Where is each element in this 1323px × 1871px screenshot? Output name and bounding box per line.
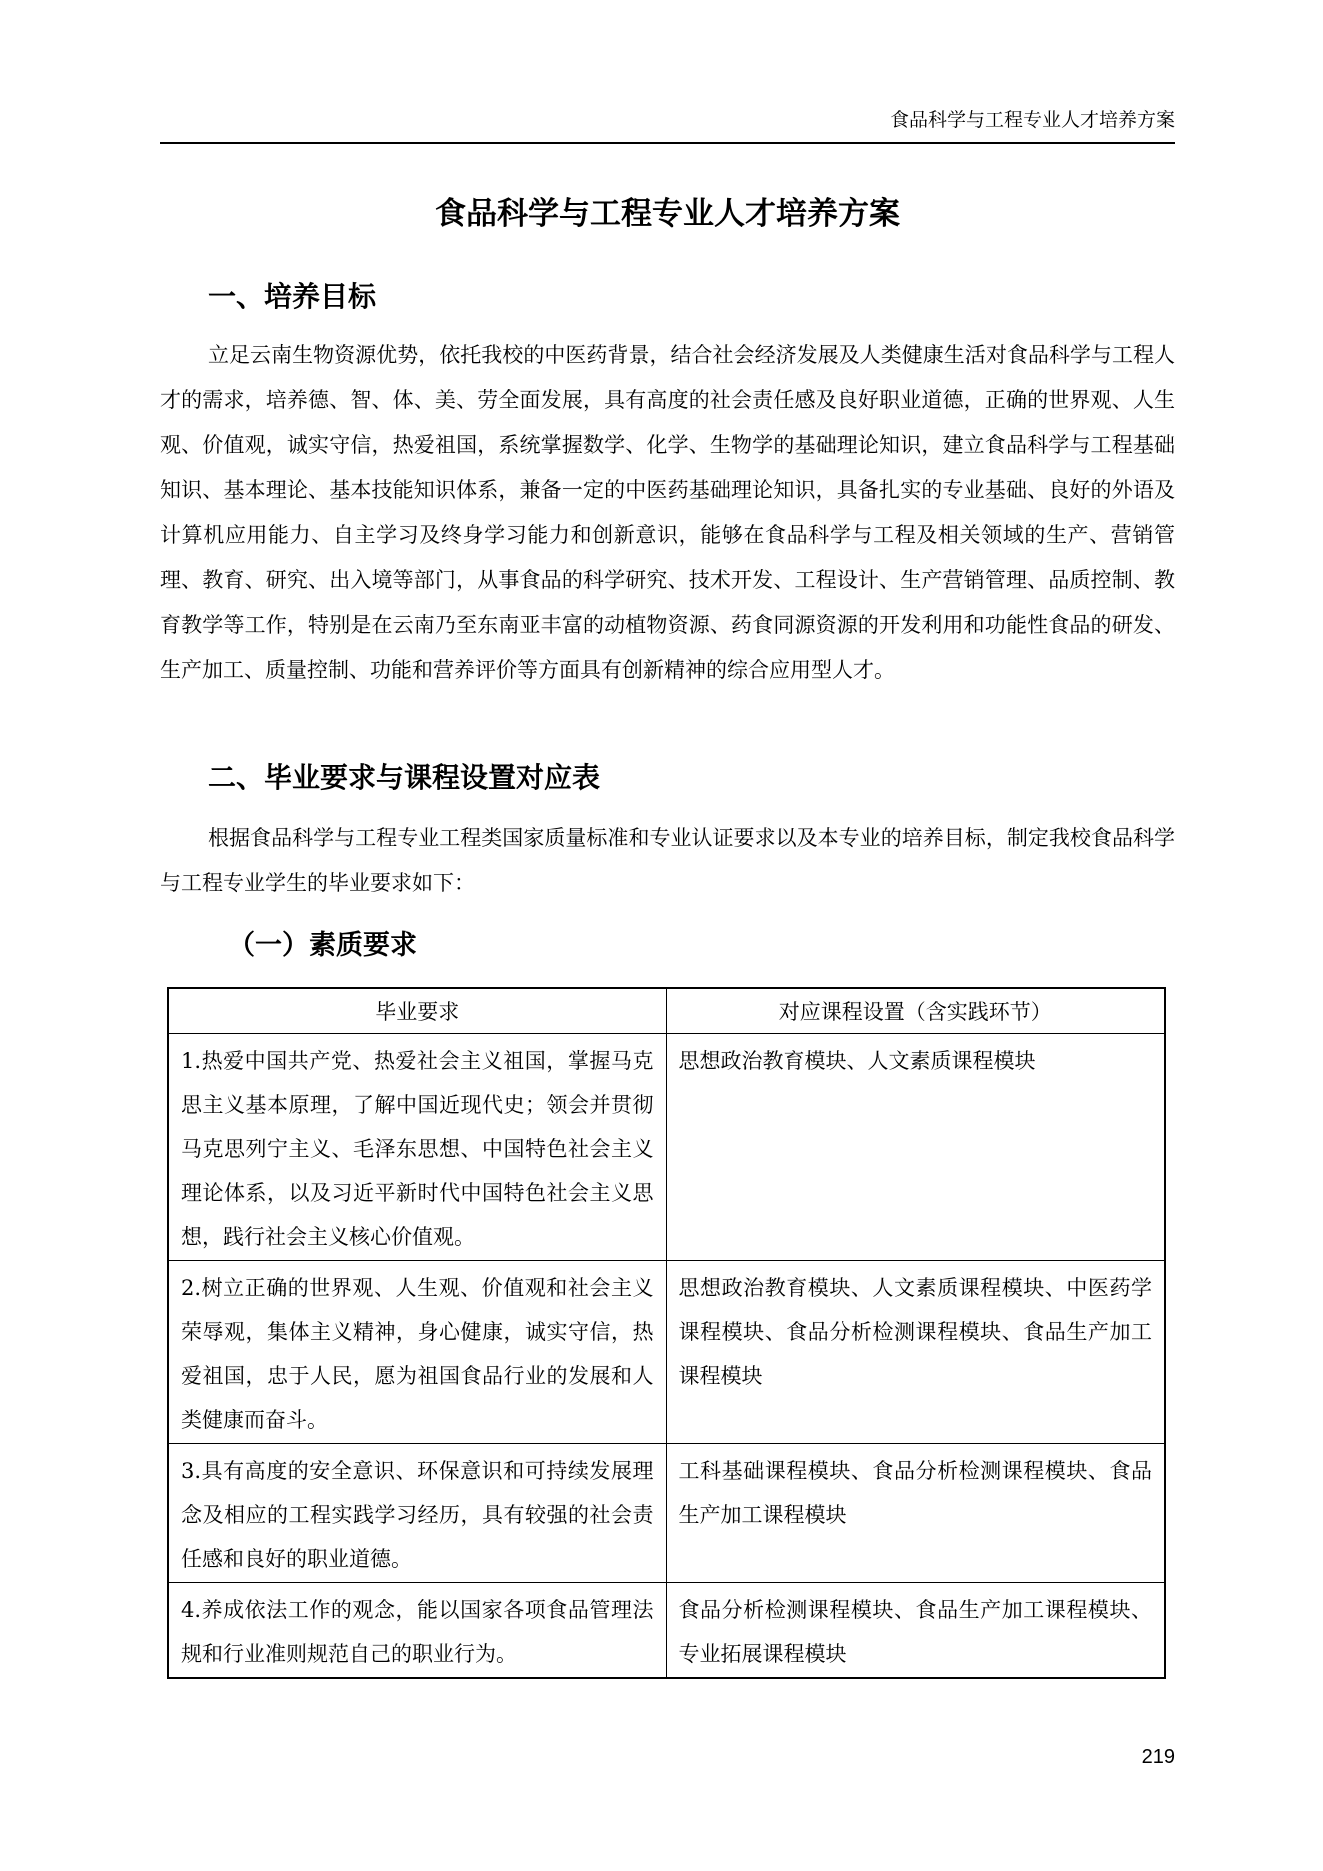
table-header-requirement: 毕业要求 (168, 988, 666, 1034)
courses-cell: 食品分析检测课程模块、食品生产加工课程模块、专业拓展课程模块 (666, 1583, 1165, 1679)
courses-cell: 思想政治教育模块、人文素质课程模块 (666, 1034, 1165, 1261)
requirement-cell: 3.具有高度的安全意识、环保意识和可持续发展理念及相应的工程实践学习经历，具有较强的社会责任感和良好的职业道德。 (168, 1444, 666, 1583)
section-heading-training-goals: 一、培养目标 (208, 280, 377, 313)
requirement-cell: 1.热爱中国共产党、热爱社会主义祖国，掌握马克思主义基本原理，了解中国近现代史；领会并贯彻马克思列宁主义、毛泽东思想、中国特色社会主义理论体系，以及习近平新时代中国特色社会主义思想，践行社会主义核心价值观。 (168, 1034, 666, 1261)
graduation-requirements-paragraph: 根据食品科学与工程专业工程类国家质量标准和专业认证要求以及本专业的培养目标，制定我校食品科学与工程专业学生的毕业要求如下： (160, 826, 1175, 895)
section-heading-graduation-requirements: 二、毕业要求与课程设置对应表 (208, 761, 601, 794)
courses-cell: 思想政治教育模块、人文素质课程模块、中医药学课程模块、食品分析检测课程模块、食品生产加工课程模块 (666, 1261, 1165, 1444)
table-row (168, 1583, 1165, 1679)
page-number: 219 (1141, 1746, 1175, 1768)
header-rule (160, 142, 1175, 144)
document-title: 食品科学与工程专业人才培养方案 (435, 196, 900, 232)
training-goals-paragraph: 立足云南生物资源优势，依托我校的中医药背景，结合社会经济发展及人类健康生活对食品科学与工程人才的需求，培养德、智、体、美、劳全面发展，具有高度的社会责任感及良好职业道德，正确的世界观、人生观、价值观，诚实守信，热爱祖国，系统掌握数学、化学、生物学的基础理论知识，建立食品科学与工程基础知识、基本理论、基本技能知识体系，兼备一定的中医药基础理论知识，具备扎实的专业基础、良好的外语及计算机应用能力、自主学习及终身学习能力和创新意识，能够在食品科学与工程及相关领域的生产、营销管理、教育、研究、出入境等部门，从事食品的科学研究、技术开发、工程设计、生产营销管理、品质控制、教育教学等工作，特别是在云南乃至东南亚丰富的动植物资源、药食同源资源的开发利用和功能性食品的研发、生产加工、质量控制、功能和营养评价等方面具有创新精神的综合应用型人才。 (160, 343, 1175, 682)
table-row (168, 1034, 1165, 1261)
requirements-table (167, 987, 1166, 1679)
courses-cell: 工科基础课程模块、食品分析检测课程模块、食品生产加工课程模块 (666, 1444, 1165, 1583)
running-header: 食品科学与工程专业人才培养方案 (889, 109, 1175, 131)
table-header-courses: 对应课程设置（含实践环节） (666, 988, 1165, 1034)
table-row (168, 1261, 1165, 1444)
table-row (168, 1444, 1165, 1583)
table-header-row (168, 988, 1165, 1034)
subsection-heading-quality-requirements: （一）素质要求 (228, 930, 417, 961)
requirement-cell: 2.树立正确的世界观、人生观、价值观和社会主义荣辱观，集体主义精神，身心健康，诚实守信，热爱祖国，忠于人民，愿为祖国食品行业的发展和人类健康而奋斗。 (168, 1261, 666, 1444)
requirement-cell: 4.养成依法工作的观念，能以国家各项食品管理法规和行业准则规范自己的职业行为。 (168, 1583, 666, 1679)
